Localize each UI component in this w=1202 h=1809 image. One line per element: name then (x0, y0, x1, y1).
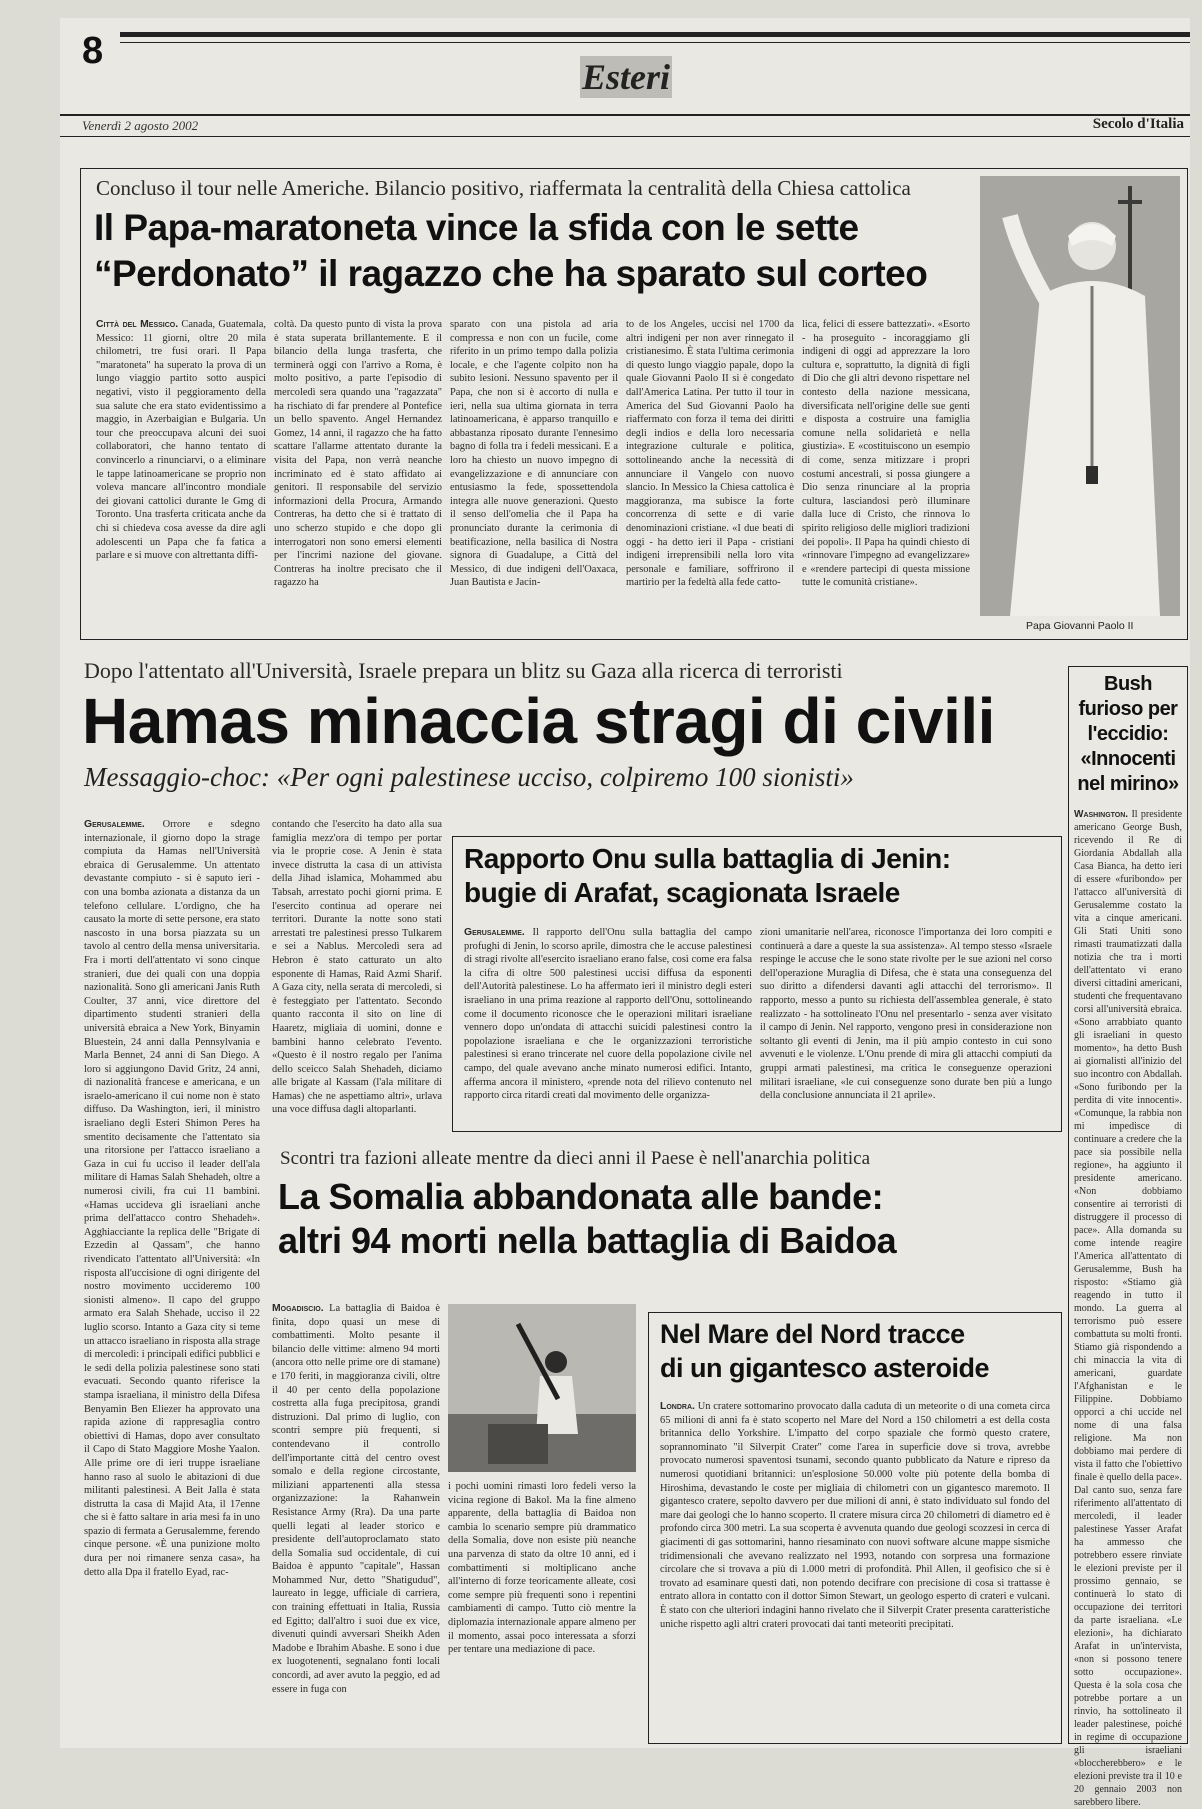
pope-column-4 (626, 318, 794, 628)
top-thin-rule (120, 42, 1190, 43)
bush-dateline: Washington. (1074, 809, 1129, 820)
asteroid-body (660, 1400, 1050, 1736)
onu-column-1 (464, 926, 752, 1122)
pope-col1-text: Canada, Guatemala, Messico: 11 giorni, oltre 20 mila chilometri, tre fusi orari. Il Papa "maratoneta" ha superato la prova di un lungo viaggio partito sotto auspici negativi, visto il peggioramento della sua salute che era stato evidentissimo a maggio, in Azerbaigian e Bulgaria. Un tour che preoccupava alcuni dei suoi collaboratori, che hanno tentato di convincerlo a rinunciarvi, o a eliminare le tappe latinoamericane se proprio non voleva mancare all'incontro mondiale dei giovani cattolici durante le Gmg di Toronto. Una trasferta criticata anche da chi si chiedeva cosa avesse da dire agli adolescenti un Papa che fa fatica a parlare e si muove con altrettanta diffi- (96, 319, 266, 562)
hamas-column-2 (272, 818, 442, 1118)
pope-headline-line1: Il Papa-maratoneta vince la sfida con le sette (94, 207, 859, 248)
hamas-subheadline: Messaggio-choc: «Per ogni palestinese ucciso, colpiremo 100 sionisti» (84, 762, 854, 792)
hamas-column-1 (84, 818, 260, 1742)
onu-column-2 (760, 926, 1052, 1122)
onu-headline-line1: Rapporto Onu sulla battaglia di Jenin: (464, 843, 951, 874)
pope-column-3 (450, 318, 618, 628)
bush-body-text: Il presidente americano George Bush, ricevendo il Re di Giordania Abdallah alla Casa Bianca, ha detto ieri di essere «furibondo» per l'attacco all'università di Gerusalemme costato la vita a cinque americani. Gli Stati Uniti sono rimasti traumatizzati dalla notizia che tra i morti dell'attentato vi erano diversi cittadini americani, studenti che frequentavano corsi all'università ebraica. «Sono arrabbiato quanto gli israeliani in questo momento», ha detto Bush ai giornalisti all'inizio del suo incontro con Abdallah. «Sono furibondo per la perdita di vite innocenti». «Comunque, la rabbia non mi impedisce di continuare a credere che la pace sia possibile nella regione», ha aggiunto il presidente americano. «Non dobbiamo consentire ai terroristi di distruggere il processo di pace». Alla domanda su come intende reagire l'America all'attentato di Gerusalemme, Bush ha risposto: «Stiamo già reagendo in tutto il mondo. La guerra al terrorismo può essere combattuta su molti fronti. Stiamo già rispondendo a chi minaccia la vita di americani, guardate l'Afghanistan e le Filippine. Dobbiamo opporci a chi uccide nel nome di una falsa religione. Ma non dobbiamo mai perdere di vista il fatto che l'obiettivo finale è quello della pace». Dal canto suo, senza fare riferimento all'attentato di mercoledì, il leader palestinese Yasser Arafat ha ammesso che potrebbero essere rinviate le elezioni previste per il prossimo gennaio, se continuerà lo stato di occupazione dei territori da parte israeliana. «Le elezioni», ha dichiarato Arafat in un'intervista, «non si possono tenere sotto occupazione». Questa è la sola cosa che potrebbe portare a un rinvio, ha sottolineato il leader palestinese, poiché in regime di occupazione gli israeliani «bloccherebbero» e le elezioni previste tra il 10 e 20 gennaio 2003 non sarebbero libere. (1074, 809, 1183, 1808)
pope-column-2 (274, 318, 442, 628)
hamas-col1-text: Orrore e sdegno internazionale, il giorno dopo la strage compiuta da Hamas nell'Università ebraica di Gerusalemme. Un attentato devastante compiuto - si è saputo ieri - con una bomba azionata a distanza da un telefono cellulare. L'ordigno, che ha causato la morte di sette persone, era stato nascosto in una borsa piazzata su un tavolo al centro della mensa universitaria. Fra i morti dell'attentato vi sono cinque stranieri, due dei quali con una doppia nazionalità. Sono gli americani Janis Ruth Coulter, 37 anni, vice direttore del dipartimento studenti stranieri della università ebraica a New York, Binyamin Bluestein, 24 anni dalla Pennsylvania e Marla Bennet, 24 anni di San Diego. A loro si aggiungono David Gritz, 24 anni, di nazionalità francese e americana, e un israelo-americano il cui nome non è stato diffuso. Da Washington, ieri, il ministro israeliano degli Esteri Shimon Peres ha smentito decisamente che l'attentato sia una ritorsione per l'attacco israeliano a Gaza in cui fu ucciso il leader dell'ala militare di Hamas Salah Shehadeh, oltre a numerosi civili, fra cui 11 bambini. «Hamas uccideva gli israeliani anche prima dell'attacco contro Shehadeh». Agghiacciante la replica delle "Brigate di Ezzedin al Qassam", che hanno rivendicato l'attentato all'Università: «In risposta all'uccisione di ogni dirigente del nostro movimento uccideremo 100 sionisti almeno». Il capo del gruppo armato era Salah Shehade, ucciso il 22 luglio scorso. Intanto a Gaza city si teme un attacco israeliano in risposta alla strage di mercoledì: i principali edifici pubblici e le sedi della polizia palestinese sono stati evacuati. Secondo quanto riferisce la stampa israeliana, il ministro della Difesa Benyamin Ben Eliezer ha approvato una rapida azione di rappresaglia contro obiettivi di Hamas, dopo aver consultato il Capo di Stato Maggiore Moshe Yaalon. Alle prime ore di ieri truppe israeliane hanno raso al suolo le abitazioni di due militanti palestinesi. A Beit Jalla è stata distrutta la casa di Majid Ata, il 17enne che si è fatto saltare in aria mesi fa in uno spazio di fermata a Gerusalemme, ferendo cinque persone. «È una punizione molto dura per noi rimanere senza casa», ha detto alla Dpa il fratello Eyad, rac- (84, 819, 261, 1578)
newspaper-page (60, 18, 1190, 1808)
pope-col2-text: coltà. Da questo punto di vista la prova è stata superata brillantemente. E il bilancio della lunga trasferta, che terminerà oggi con l'arrivo a Roma, è molto positivo, a parte l'episodio di mercoledì sera quando una "ragazzata" ha rischiato di far prendere al Pontefice un bello spavento. Angel Hernandez Gomez, 14 anni, il ragazzo che ha fatto scattare l'allarme attentato durante la visita del Papa, non verrà neanche incriminato ed è stato affidato ai genitori. Il responsabile del servizio informazioni della Procura, Armando Contreras, ha detto che si è trattato di uno scherzo stupido e che dopo gli interrogatori non sono emersi elementi per l'incrimi nazione del giovane. Contreras ha inoltre precisato che il ragazzo ha (274, 319, 442, 589)
somalia-kicker: Scontri tra fazioni alleate mentre da dieci anni il Paese è nell'anarchia politica (280, 1148, 871, 1169)
hamas-dateline: Gerusalemme. (84, 819, 145, 830)
onu-col1-text: Il rapporto dell'Onu sulla battaglia del campo profughi di Jenin, lo scorso aprile, dimostra che le accuse palestinesi di stragi rivolte all'esercito israeliano erano false, così come era falsa la cifra di oltre 500 palestinesi uccisi diffusa da esponenti dell'Autorità palestinese. Lo ha affermato ieri il ministro degli esteri israeliano in una prima reazione al rapporto dell'Onu, sottolineando come il documento riconosce che le operazioni militari israeliane vennero dopo un'ondata di attacchi suicidi palestinesi contro la popolazione israeliana e che le organizzazioni terroristiche palestinesi si erano trincerate nel cuore della popolazione civile nel campo, del quale avevano anche minato numerosi edifici. Intanto, afferma ancora il ministero, «prende nota del rilievo contenuto nel rapporto circa ritardi creati dal movimento delle organizza- (464, 927, 752, 1102)
somalia-headline-line2: altri 94 morti nella battaglia di Baidoa (278, 1220, 897, 1261)
bush-headline: Bush furioso per l'eccidio: «Innocenti nel mirino» (1077, 673, 1179, 795)
asteroid-headline-line2: di un gigantesco asteroide (660, 1353, 990, 1383)
asteroid-body-text: Un cratere sottomarino provocato dalla caduta di un meteorite o di una cometa circa 65 milioni di anni fa è stato scoperto nel Mare del Nord a 150 chilometri a est della costa britannica dello Yorkshire. L'impatto del corpo spaziale che formò questo cratere, soprannominato "il Silverpit Crater" come l'area in superficie dove si trova, avrebbe provocato numerosi spaventosi tsunami, secondo quanto pubblicato da Nature e ripreso da numerosi quotidiani britannici: un'esplosione 50.000 volte più potente della bomba di Hiroshima, devastando le coste per migliaia di chilometri con un gigantesco maremoto. Il gigantesco cratere, sepolto davvero per due milioni di anni, è stato individuato sul fondo del mare dai geologi che lo hanno scoperto. Il cratere misura circa 20 chilometri di diametro ed è profondo circa 300 metri. La sua scoperta è avvenuta quando due geologi scozzesi in cerca di giacimenti di gas sottomarini, hanno riesaminato con nuovi software alcune mappe sismiche tridimensionali che avevano realizzato nel 1993, notando con sorpresa una formazione circolare che si trovava a più di 1.000 metri di profondità. Phil Allen, il geofisico che si è trovato ad esaminare questi dati, non potendo decifrare con precisione di cosa si trattasse è entrato allora in contatto con il dottor Simon Stewart, un geologo esperto di crateri e vulcani. È stato con che ulteriori indagini hanno rivelato che il Silverpit Crater presenta caratteristiche uniche rispetto agli altri crateri provocati dai tanti meteoriti precipitati. (660, 1401, 1050, 1630)
pope-photo (980, 176, 1180, 616)
pope-col3-text: sparato con una pistola ad aria compressa e non con un fucile, come riferito in un primo tempo dalla polizia locale, e che l'agente colpito non ha subito lesioni. Nessuno spavento per il Papa, che non si è accorto di nulla e ieri, nella sua ultima giornata in terra latinoamericana, è apparso tranquillo e abbastanza riposato durante l'ennesimo bagno di folla tra i fedeli messicani. E a loro ha chiesto un nuovo impegno di evangelizzazione e di annunciare con entusiasmo la fede, spossettendola integra alle nuove generazioni. Questo il senso dell'omelia che il Papa ha pronunciato durante la cerimonia di beatificazione, nella basilica di Nostra signora di Guadalupe, a Città del Messico, di due indigeni dell'Oaxaca, Juan Bautista e Jacin- (450, 319, 618, 589)
pope-dateline: Città del Messico. (96, 319, 179, 330)
newspaper-name: Secolo d'Italia (1092, 116, 1184, 132)
masthead-rule (60, 114, 1190, 116)
pope-col4-text: to de los Angeles, uccisi nel 1700 da altri indigeni per non aver rinnegato il cristianesimo. È stata l'ultima cerimonia di questo lungo viaggio papale, dopo la quale Giovanni Paolo II si è congedato dall'America Latina. Per tutto il tour in America del Sud Giovanni Paolo ha riaffermato con forza il tema dei diritti degli indios e della loro necessaria integrazione culturale e politica, sottolineando anche la necessità di annunciare il Vangelo con nuovo slancio. In Messico la Chiesa cattolica è maggioranza, ma subisce la forte concorrenza di sette e di varie denominazioni cristiane. «I due beati di oggi - ha detto ieri il Papa - cristiani indigeni irreprensibili nella loro vita personale e familiare, soffrirono il martirio per la fedeltà alla fede catto- (626, 319, 794, 589)
pope-photo-caption: Papa Giovanni Paolo II (1026, 620, 1134, 632)
pope-column-5 (802, 318, 970, 628)
pope-col5-text: lica, felici di essere battezzati». «Esorto - ha proseguito - incoraggiamo gli indigeni di oggi ad apprezzare la loro cultura e, soprattutto, la dignità di figli di Dio che gli altri devono rispettare nel contesto della nazione messicana, diversificata nell'origine delle sue genti e disposta a costruire una famiglia comune nella solidarietà e nella giustizia». E «costituiscono un esempio di come, senza mitizzare i propri costumi ancestrali, si possa giungere a Dio senza rinunciare al la propria cultura, lasciandosi però illuminare dalla luce di Cristo, che rinnova lo spirito religioso delle migliori tradizioni dei popoli». Il Papa ha quindi chiesto di «rinnovare l'impegno ad evangelizzare» e «rendere partecipi di questa missione tutte le comunità cristiane». (802, 319, 970, 589)
issue-date: Venerdì 2 agosto 2002 (82, 118, 199, 133)
pope-figure-illustration (980, 176, 1180, 616)
somalia-column-2 (448, 1480, 636, 1742)
somalia-column-1 (272, 1302, 440, 1742)
onu-dateline: Gerusalemme. (464, 927, 525, 938)
top-rule (120, 32, 1190, 37)
masthead-bottom-rule (60, 136, 1190, 137)
militiaman-illustration (448, 1304, 636, 1472)
pope-kicker: Concluso il tour nelle Americhe. Bilancio positivo, riaffermata la centralità della Chiesa cattolica (96, 176, 911, 200)
somalia-photo (448, 1304, 636, 1472)
asteroid-dateline: Londra. (660, 1401, 695, 1412)
hamas-kicker: Dopo l'attentato all'Università, Israele prepara un blitz su Gaza alla ricerca di terroristi (84, 658, 843, 683)
section-title (580, 56, 672, 98)
hamas-headline: Hamas minaccia stragi di civili (82, 685, 995, 757)
somalia-col2-text: i pochi uomini rimasti loro fedeli verso la vicina regione di Bakol. Ma la fine almeno apparente, della battaglia di Baidoa non cambia lo scenario sempre più drammatico della Somalia, dove non esiste più neanche una parvenza di stato da oltre 10 anni, ed i combattimenti si moltiplicano anche all'interno di forze teoricamente alleate, così come sempre più frequenti sono i repentini cambiamenti di campo. Tutto ciò mentre la diplomazia internazionale appare almeno per il momento, assai poco interessata a sforzi per tentare una mediazione di pace. (448, 1481, 636, 1656)
section-title-text: Esteri (582, 57, 671, 97)
onu-col2-text: zioni umanitarie nell'area, riconosce l'importanza dei loro compiti e continuerà a dare a queste la sua assistenza». Al tempo stesso «Israele respinge le accuse che le sono state rivolte per le sue azioni nel corso dell'operazione Muraglia di Difesa, che è stata una conseguenza del suo diritto a difendersi davanti agli attacchi del terrorismo». Il rapporto, messo a punto su richiesta dell'assemblea generale, è stato realizzato - ha sottolineato l'Onu nel presentarlo - senza aver visitato il campo di Jenin. Nel rapporto, vengono presi in considerazione non soltanto gli eventi di Jenin, ma il più ampio contesto in cui sono avvenuti e le violenze. L'Onu prende di mira gli attacchi compiuti da gruppi armati palestinesi, ma critica le conseguenze operazioni militari israeliane, «le cui conseguenze sono durate ben più a lungo della conclusione annunciata il 21 aprile». (760, 927, 1052, 1102)
somalia-dateline: Mogadiscio. (272, 1303, 324, 1314)
somalia-col1-text: La battaglia di Baidoa è finita, dopo quasi un mese di combattimenti. Molto pesante il bilancio delle vittime: almeno 94 morti (ancora otto nelle prime ore di stamane) e 170 feriti, in maggioranza civili, oltre il 40 per cento della popolazione costretta alla fuga precipitosa, grandi distruzioni. Dal primo di luglio, con scontri sempre più frequenti, si contendevano il controllo dell'importante città del centro ovest somalo e della regione circostante, miliziani appartenenti alla stessa organizzazione: la Rahanwein Resistance Army (Rra). Da una parte quelli legati al leader storico e presidente dell'autoproclamato stato della Somalia sud occidentale, di cui Baidoa è appunto "capitale", Hassan Mohammed Nur, detto "Shatigudud", laureato in legge, ufficiale di carriera, con training effettuati in Italia, Russia ed Egitto; dall'altro i suoi due ex vice, divenuti quindi avversari Sheikh Aden Madobe e Ibrahim Abashe. E sono i due ex luogotenenti, segnalano fonti locali concordi, ad aver avuto la peggio, ed ad essere in fuga con (272, 1303, 440, 1695)
pope-headline-line2: “Perdonato” il ragazzo che ha sparato sul corteo (94, 253, 928, 294)
bush-body (1074, 808, 1183, 1808)
hamas-col2-text: contando che l'esercito ha dato alla sua famiglia mezz'ora di tempo per portar via le proprie cose. A Jenin è stata invece distrutta la casa di un attivista della Jihad islamica, Mohammed abu Tabsah, arrestato pochi giorni prima. E l'esercito continua ad operare nei territori. Durante la notte sono stati arrestati tre palestinesi presso Tulkarem e sei a Nablus. Mercoledì sera ad Hebron è stato catturato un alto esponente di Hamas, Raid Azmi Sharif. A Gaza city, nella serata di mercoledì, si è festeggiato per l'attentato. Secondo quanto racconta il sito on line di Haaretz, migliaia di uomini, donne e bambini hanno celebrato l'evento. «Questo è il nostro regalo per l'anima dello sceicco Salah Shehadeh, diciamo alle brigate al Kassam (l'ala militare di Hamas) che ne aspettiamo altri», urlava una voce diffusa dagli altoparlanti. (272, 819, 442, 1116)
asteroid-headline-line1: Nel Mare del Nord tracce (660, 1319, 965, 1349)
pope-column-1 (96, 318, 266, 628)
somalia-headline-line1: La Somalia abbandonata alle bande: (278, 1176, 884, 1217)
onu-headline-line2: bugie di Arafat, scagionata Israele (464, 877, 900, 908)
page-number: 8 (82, 30, 104, 72)
